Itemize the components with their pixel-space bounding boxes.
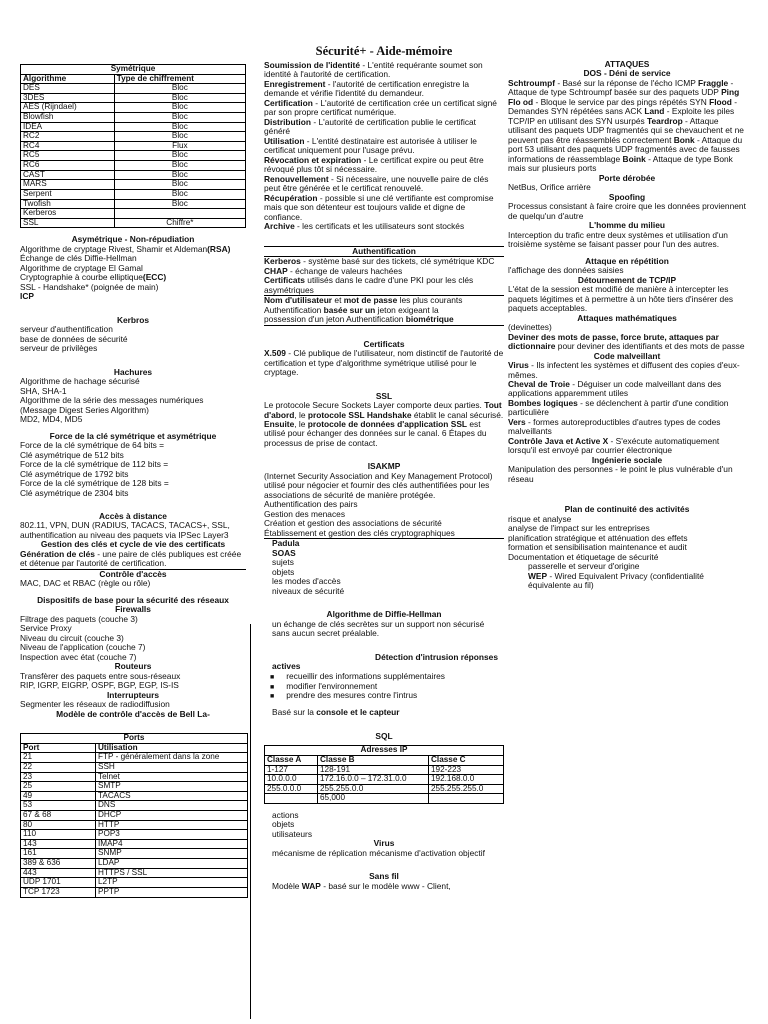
switches-heading: Interrupteurs [106, 689, 160, 700]
cert-term [264, 175, 504, 194]
isakmp-line: Établissement et gestion des clés cryptographiques [264, 527, 455, 538]
dos-term: Fraggle [697, 77, 729, 88]
table-cell: Bloc [114, 84, 245, 94]
malware-term: Virus [508, 360, 529, 371]
cert-term [264, 61, 504, 80]
dos-term: Boink [622, 153, 646, 164]
table-row [21, 151, 246, 161]
table-cell: Bloc [114, 93, 245, 103]
firewall-line: Inspection avec état (couche 7) [20, 651, 137, 662]
continuity-line: analyse de l'impact sur les entreprises [508, 523, 650, 534]
remote-text: 802.11, VPN, DUN (RADIUS, TACACS, TACACS+, SSL, authentification au niveau des paquets via IPSec Layer3 [20, 520, 230, 540]
table-header: Utilisation [96, 743, 248, 753]
table-cell: 21 [21, 753, 96, 763]
malware-item [508, 399, 746, 418]
list-item: ■ modifier l'environnement [270, 682, 504, 692]
wireless-text: Modèle WAP - basé sur le modèle www - Client, [272, 880, 451, 891]
table-cell [429, 794, 504, 804]
ports-caption: Ports [21, 734, 248, 744]
table-header: Port [21, 743, 96, 753]
dos-text: - Demandes SYN répétées sans ACK [508, 96, 738, 117]
table-cell: 22 [21, 762, 96, 772]
table-cell: 1-127 [265, 765, 318, 775]
padula-line: objets [272, 566, 295, 577]
kerbros-line: serveur de privilèges [20, 343, 98, 354]
table-row [21, 878, 248, 888]
virus-heading: Virus [373, 838, 395, 849]
keystrength-line: Clé asymétrique de 1792 bits [20, 468, 129, 479]
cert-term-name: Distribution [264, 116, 311, 127]
padula-title: SOAS [272, 547, 296, 558]
table-cell: DHCP [96, 811, 248, 821]
malware-item [508, 437, 746, 456]
firewall-line: Niveau de l'application (couche 7) [20, 642, 146, 653]
table-cell: Bloc [114, 199, 245, 209]
table-cell [114, 209, 245, 219]
ip-caption: Adresses IP [265, 746, 504, 756]
dos-text: - Exploite les piles TCP/IP en utilisant des SYN usurpés [508, 106, 735, 126]
sql-heading: SQL [375, 730, 393, 741]
table-header: Classe B [318, 755, 429, 765]
guess-text: Deviner des mots de passe, force brute, attaques par dictionnaire pour deviner des identifiants et des mots de passe [508, 331, 745, 352]
kerbros-heading: Kerbros [116, 314, 150, 325]
table-cell: 80 [21, 820, 96, 830]
padula-line: les modes d'accès [272, 576, 341, 587]
table-cell: Bloc [114, 180, 245, 190]
table-row [21, 180, 246, 190]
math-line: (devinettes) [508, 322, 552, 333]
certificates-heading: Certificats [363, 338, 405, 349]
sql-line: objets [272, 819, 295, 830]
table-cell: DNS [96, 801, 248, 811]
table-cell: Bloc [114, 189, 245, 199]
hash-line: Algorithme de hachage sécurisé [20, 376, 140, 387]
table-cell: L2TP [96, 878, 248, 888]
table-cell: 255.255.0.0 [318, 784, 429, 794]
ports-table [20, 733, 248, 897]
attacks-heading: ATTAQUES [604, 59, 650, 69]
table-header: Classe C [429, 755, 504, 765]
keymgmt-heading: Gestion des clés et cycle de vie des certificats [40, 539, 226, 550]
cert-term-name: Utilisation [264, 135, 305, 146]
table-cell: Blowfish [21, 113, 115, 123]
ids-list [264, 672, 504, 702]
mitm-text: Interception du trafic entre deux systèmes et utilisation d'un troisième système se faisant passer pour l'un des autres. [508, 229, 728, 250]
table-cell: UDP 1701 [21, 878, 96, 888]
padula-title: Padula [272, 538, 300, 549]
dos-term: Ping Flo od [508, 87, 740, 107]
cert-term-name: Certification [264, 97, 313, 108]
table-cell: IMAP4 [96, 839, 248, 849]
table-header: Classe A [265, 755, 318, 765]
continuity-heading: Plan de continuité des activités [564, 504, 690, 515]
malware-term: Vers [508, 416, 526, 427]
table-cell: TACACS [96, 791, 248, 801]
table-cell: 255.255.255.0 [429, 784, 504, 794]
mitm-heading: L'homme du milieu [589, 220, 665, 231]
table-row [21, 762, 248, 772]
asym-line: SSL - Handshake* (poignée de main) [20, 281, 159, 292]
cert-term-text: - Le certificat expire ou peut être révoqué plus tôt si nécessaire. [264, 154, 484, 175]
table-cell [265, 794, 318, 804]
keystrength-line: Force de la clé symétrique de 64 bits = [20, 440, 165, 451]
symmetric-caption: Symétrique [21, 65, 246, 75]
dos-term: Bonk [673, 134, 695, 145]
wireless-heading: Sans fil [369, 871, 399, 882]
cert-term [264, 137, 504, 156]
router-line: Transfèrer des paquets entre sous-réseaux [20, 670, 181, 681]
firewalls-heading: Firewalls [115, 604, 151, 615]
cert-term-name: Archive [264, 221, 295, 232]
malware-item [508, 380, 746, 399]
continuity-wep: WEP - Wired Equivalent Privacy (confidentialité équivalente au fil) [528, 570, 704, 591]
cert-term [264, 118, 504, 137]
asym-line: Cryptographie à courbe elliptique(ECC) [20, 272, 167, 283]
table-cell: 389 & 636 [21, 859, 96, 869]
dh-text: un échange de clés secrètes sur un support non sécurisé sans aucun secret préalable. [272, 618, 485, 639]
cert-term [264, 156, 504, 175]
cert-term [264, 99, 504, 118]
ssl-text: Le protocole Secure Sockets Layer comporte deux parties. Tout d'abord, le protocole SSL Handshake établit le canal sécurisé. Ensuite, le protocole de données d'application SSL est utilisé pour échanger des données sur le canal. 6 Étapes du processus de prise de contact. [264, 400, 504, 448]
table-row [21, 189, 246, 199]
table-cell: 67 & 68 [21, 811, 96, 821]
table-row [21, 103, 246, 113]
table-row [21, 132, 246, 142]
hash-line: SHA, SHA-1 [20, 385, 67, 396]
symmetric-table [20, 64, 246, 228]
malware-term: Contrôle Java et Active X [508, 435, 609, 446]
table-cell: 110 [21, 830, 96, 840]
cert-term-name: Soumission de l'identité [264, 60, 360, 70]
cert-term-text: - L'entité destinataire est autorisée à utiliser le certificat uniquement pour l'usage prévu. [264, 135, 477, 156]
table-cell: Bloc [114, 132, 245, 142]
cert-term-text: - Si nécessaire, une nouvelle paire de clés peut être générée et le certificat renouvelé. [264, 173, 489, 194]
padula-line: niveaux de sécurité [272, 585, 345, 596]
column-divider [250, 624, 251, 1019]
sql-line: actions [272, 809, 299, 820]
certificates-text: X.509 - Clé publique de l'utilisateur, nom distinctif de l'autorité de certification et type d'algorithme symétrique utilisé pour le cryptage. [264, 348, 504, 378]
ids-sub: actives [272, 661, 301, 672]
malware-text: - formes autoreproductibles d'autres types de codes malveillants [508, 416, 721, 437]
isakmp-heading: ISAKMP [367, 461, 401, 472]
continuity-line: planification stratégique et atténuation des effets [508, 532, 688, 543]
isakmp-line: Création et gestion des associations de sécurité [264, 518, 442, 529]
table-cell: 49 [21, 791, 96, 801]
table-row [21, 820, 248, 830]
continuity-line: formation et sensibilisation maintenance et audit [508, 542, 687, 553]
table-row [265, 784, 504, 794]
kerbros-line: serveur d'authentification [20, 324, 113, 335]
cert-term-name: Révocation et expiration [264, 154, 362, 165]
replay-heading: Attaque en répétition [585, 255, 669, 266]
table-cell: 65,000 [318, 794, 429, 804]
table-cell: 443 [21, 868, 96, 878]
dos-term: Flood [709, 96, 732, 107]
isakmp-line: Gestion des menaces [264, 508, 346, 519]
isakmp-text: (Internet Security Association and Key Management Protocol) utilisé pour négocier et fournir des clés authentifiées pour les associations de sécurité de manière protégée. [264, 470, 493, 500]
cert-term-text: - L'entité requérante soumet son identité à l'autorité de certification. [264, 60, 483, 80]
sql-line: utilisateurs [272, 828, 313, 839]
column-left [20, 64, 246, 898]
list-item: ■ prendre des mesures contre l'intrus [270, 691, 504, 701]
table-cell: 128-191 [318, 765, 429, 775]
table-row [21, 209, 246, 219]
table-cell: 192-223 [429, 765, 504, 775]
table-cell: Bloc [114, 122, 245, 132]
table-cell: 25 [21, 782, 96, 792]
cert-term [264, 80, 504, 99]
table-row [21, 772, 248, 782]
continuity-gateway: passerelle et serveur d'origine [528, 561, 640, 572]
table-row [21, 141, 246, 151]
table-cell: Bloc [114, 113, 245, 123]
dos-text: - Attaque utilisant des paquets UDP fragmentés qui se chevauchent et ne peuvent pas être réassemblés correctement [508, 115, 744, 145]
table-cell: 10.0.0.0 [265, 775, 318, 785]
table-cell: Twofish [21, 199, 115, 209]
hash-line: Algorithme de la série des messages numériques [20, 395, 204, 406]
table-row [265, 775, 504, 785]
column-right [508, 60, 746, 591]
table-cell: SSH [96, 762, 248, 772]
hash-heading: Hachures [113, 366, 153, 377]
table-cell: 3DES [21, 93, 115, 103]
table-cell: 161 [21, 849, 96, 859]
dh-heading: Algorithme de Diffie-Hellman [326, 609, 442, 620]
bell-heading: Modèle de contrôle d'accès de Bell La- [56, 708, 210, 719]
keymgmt-text: Génération de clés - une paire de clés publiques est créée et détenue par l'autorité de certification. [20, 548, 242, 569]
ssl-heading: SSL [375, 390, 393, 401]
firewall-line: Niveau du circuit (couche 3) [20, 632, 124, 643]
cert-term-text: - possible si une clé vertifiante est compromise mais que son détenteur est toujours valide et digne de confiance. [264, 192, 494, 222]
ids-heading: Détection d'intrusion réponses [375, 651, 498, 662]
table-cell: 143 [21, 839, 96, 849]
table-row [21, 122, 246, 132]
cert-term-name: Renouvellement [264, 173, 329, 184]
access-heading: Contrôle d'accès [20, 569, 246, 579]
cert-term-text: - L'autorité de certification crée un certificat signé par son propre certificat numérique. [264, 97, 497, 118]
virus-text: mécanisme de réplication mécanisme d'activation objectif [272, 847, 485, 858]
table-cell: Bloc [114, 151, 245, 161]
spoof-text: Processus consistant à faire croire que les données proviennent de quelqu'un d'autre [508, 201, 746, 221]
table-cell: Bloc [114, 103, 245, 113]
keystrength-line: Force de la clé symétrique de 112 bits = [20, 459, 169, 470]
table-row [21, 801, 248, 811]
malware-term: Cheval de Troie [508, 378, 570, 389]
dos-heading: DOS - Déni de service [583, 68, 671, 79]
asym-heading: Asymétrique - Non-répudiation [71, 234, 195, 245]
table-row [21, 839, 248, 849]
table-cell: CAST [21, 170, 115, 180]
auth-line: Certificats utilisés dans le cadre d'une PKI pour les clés asymétriques [264, 275, 474, 295]
padula-line: sujets [272, 557, 294, 568]
asym-line: Échange de clés Diffie-Hellman [20, 253, 137, 264]
isakmp-line: Authentification des pairs [264, 499, 358, 510]
malware-heading: Code malveillant [593, 350, 661, 361]
dos-term: Schtroumpf [508, 77, 555, 88]
table-row [21, 161, 246, 171]
continuity-line: Documentation et étiquetage de sécurité [508, 551, 659, 562]
table-cell: AES (Rijndael) [21, 103, 115, 113]
table-cell: MARS [21, 180, 115, 190]
table-cell: FTP - généralement dans la zone [96, 753, 248, 763]
keystrength-line: Clé asymétrique de 512 bits [20, 449, 124, 460]
table-cell: RC5 [21, 151, 115, 161]
social-heading: Ingénierie sociale [591, 454, 663, 465]
hash-line: MD2, MD4, MD5 [20, 414, 83, 425]
malware-text: - Ils infectent les systèmes et diffusent des copies d'eux-mêmes. [508, 360, 740, 380]
table-row [21, 84, 246, 94]
table-row [21, 887, 248, 897]
keystrength-heading: Force de la clé symétrique et asymétrique [49, 430, 217, 441]
cert-term [264, 194, 504, 222]
access-text: MAC, DAC et RBAC (règle ou rôle) [20, 578, 151, 589]
spoof-heading: Spoofing [608, 191, 646, 202]
firewall-line: Filtrage des paquets (couche 3) [20, 613, 138, 624]
cert-term-text: - L'autorité de certification publie le certificat généré [264, 116, 476, 137]
table-cell: HTTP [96, 820, 248, 830]
table-cell: POP3 [96, 830, 248, 840]
column-middle [264, 61, 504, 891]
malware-text: - se déclenchent à partir d'une condition particulière [508, 397, 729, 418]
ids-base: Basé sur la console et le capteur [272, 707, 400, 718]
routers-heading: Routeurs [114, 661, 152, 672]
cert-term [264, 222, 504, 231]
dos-text: - Attaque de type Schtroumpf basée sur des paquets UDP [508, 77, 734, 98]
table-row [21, 113, 246, 123]
table-cell: SSL [21, 218, 115, 228]
hijack-text: L'état de la session est modifié de manière à intercepter les paquets légitimes et à permettre à un hôte tiers d'insérer des paquets acceptables. [508, 284, 734, 314]
table-cell: LDAP [96, 859, 248, 869]
cert-term-text: - l'autorité de certification enregistre la demande et vérifie l'identité du demandeur. [264, 78, 470, 99]
list-item: ■ recueillir des informations supplémentaires [270, 672, 504, 682]
router-line: RIP, IGRP, EIGRP, OSPF, BGP, EGP, IS-IS [20, 680, 179, 691]
math-heading: Attaques mathématiques [577, 312, 677, 323]
auth-line: Nom d'utilisateur et mot de passe les plus courants [264, 295, 504, 305]
malware-term: Bombes logiques [508, 397, 578, 408]
asym-line: Algorithme de cryptage Rivest, Shamir et Aldeman(RSA) [20, 243, 231, 254]
malware-item [508, 361, 746, 380]
page-title: Sécurité+ - Aide-mémoire [315, 44, 453, 58]
keystrength-line: Clé asymétrique de 2304 bits [20, 487, 129, 498]
replay-text: l'affichage des données saisies [508, 265, 624, 276]
dos-term: Land [644, 106, 665, 117]
table-cell: RC2 [21, 132, 115, 142]
table-cell: DES [21, 84, 115, 94]
table-row [265, 794, 504, 804]
firewall-line: Service Proxy [20, 623, 72, 634]
continuity-line: risque et analyse [508, 513, 572, 524]
cert-term-text: - les certificats et les utilisateurs sont stockés [294, 221, 465, 232]
ip-table [264, 745, 504, 804]
auth-line: Authentification basée sur un jeton exigeant la [264, 304, 439, 315]
table-cell: SNMP [96, 849, 248, 859]
table-row [21, 782, 248, 792]
table-cell: 172.16.0.0 – 172.31.0.0 [318, 775, 429, 785]
table-cell: IDEA [21, 122, 115, 132]
table-row [21, 811, 248, 821]
asym-line: Algorithme de cryptage El Gamal [20, 262, 143, 273]
table-cell: Bloc [114, 161, 245, 171]
table-header: Algorithme [21, 74, 115, 84]
table-cell: HTTPS / SSL [96, 868, 248, 878]
table-row [21, 830, 248, 840]
table-cell: Serpent [21, 189, 115, 199]
table-cell: PPTP [96, 887, 248, 897]
auth-heading: Authentification [264, 246, 504, 256]
table-row [21, 753, 248, 763]
table-cell: SMTP [96, 782, 248, 792]
table-cell: 53 [21, 801, 96, 811]
malware-text: - Déguiser un code malveillant dans des applications apparemment utiles [508, 378, 722, 399]
dos-text [508, 79, 746, 174]
cert-term-name: Récupération [264, 192, 318, 203]
keystrength-line: Force de la clé symétrique de 128 bits = [20, 478, 169, 489]
backdoor-heading: Porte dérobée [598, 172, 656, 183]
table-cell: Chiffre* [114, 218, 245, 228]
table-cell: 192.168.0.0 [429, 775, 504, 785]
dos-text: - Basé sur la réponse de l'écho ICMP [555, 77, 698, 88]
social-text: Manipulation des personnes - le point le plus vulnérable d'un réseau [508, 464, 733, 484]
table-row [21, 791, 248, 801]
hijack-heading: Détournement de TCP/IP [577, 274, 677, 285]
table-cell: RC4 [21, 141, 115, 151]
malware-text: - S'exécute automatiquement lorsqu'il est envoyé par courrier électronique [508, 435, 720, 456]
cert-term-name: Enregistrement [264, 78, 326, 89]
auth-line: CHAP - échange de valeurs hachées [264, 265, 403, 276]
auth-line: Kerberos - système basé sur des tickets, clé symétrique KDC [264, 256, 504, 266]
kerbros-line: base de données de sécurité [20, 333, 128, 344]
remote-heading: Accès à distance [99, 510, 167, 521]
table-row [21, 218, 246, 228]
table-header: Type de chiffrement [114, 74, 245, 84]
table-row [21, 170, 246, 180]
switch-line: Segmenter les réseaux de radiodiffusion [20, 699, 170, 710]
table-cell: Flux [114, 141, 245, 151]
hash-line: (Message Digest Series Algorithm) [20, 404, 149, 415]
table-cell: 23 [21, 772, 96, 782]
netdevices-heading: Dispositifs de base pour la sécurité des réseaux [37, 594, 229, 605]
dos-term: Teardrop [647, 115, 683, 126]
auth-line: possession d'un jeton Authentification biométrique [264, 315, 504, 325]
asym-line: ICP [20, 291, 34, 302]
backdoor-text: NetBus, Orifice arrière [508, 182, 591, 193]
table-row [21, 859, 248, 869]
dos-text: - Bloque le service par des pings répétés SYN [533, 96, 710, 107]
table-cell: Bloc [114, 170, 245, 180]
table-cell: RC6 [21, 161, 115, 171]
table-cell: Kerberos [21, 209, 115, 219]
table-cell: Telnet [96, 772, 248, 782]
malware-item [508, 418, 746, 437]
table-cell: 255.0.0.0 [265, 784, 318, 794]
dos-text: - Attaque de type Bonk mais sur plusieurs ports [508, 153, 733, 174]
dos-text: - Attaque du port 53 utilisant des paquets UDP fragmentés avec de fausses informations de réassemblage [508, 134, 743, 164]
table-cell: TCP 1723 [21, 887, 96, 897]
